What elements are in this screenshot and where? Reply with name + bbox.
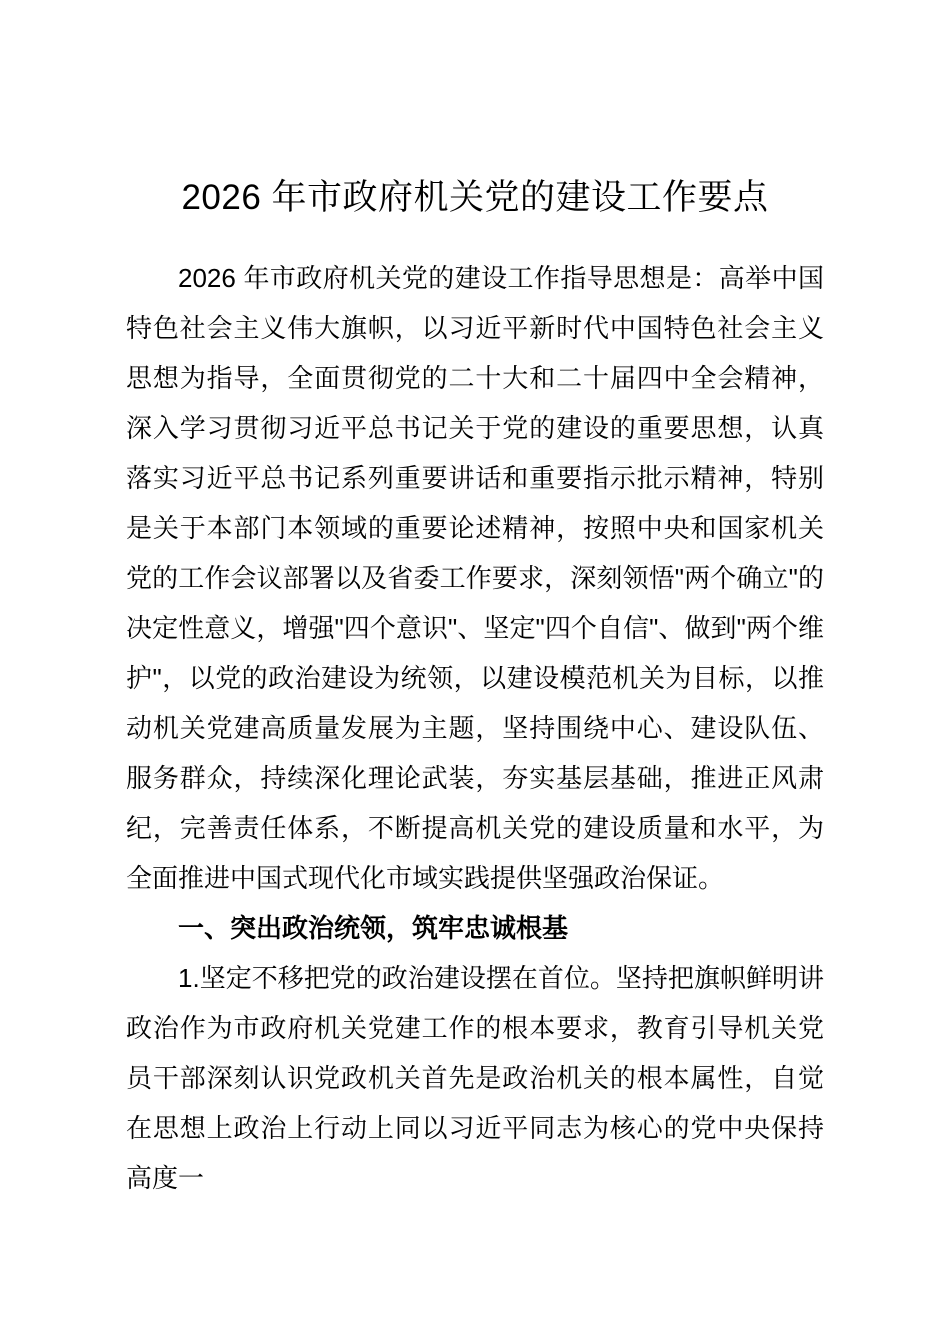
paragraph-guiding-ideology: 2026 年市政府机关党的建设工作指导思想是：高举中国特色社会主义伟大旗帜，以习近平新时代中国特色社会主义思想为指导，全面贯彻党的二十大和二十届四中全会精神，深入学习贯彻习近平总书记关于党的建设的重要思想，认真落实习近平总书记系列重要讲话和重要指示批示精神，特别是关于本部门本领域的重要论述精神，按照中央和国家机关党的工作会议部署以及省委工作要求，深刻领悟"两个确立"的决定性意义，增强"四个意识"、坚定"四个自信"、做到"两个维护"，以党的政治建设为统领，以建设模范机关为目标，以推动机关党建高质量发展为主题，坚持围绕中心、建设队伍、服务群众，持续深化理论武装，夯实基层基础，推进正风肃纪，完善责任体系，不断提高机关党的建设质量和水平，为全面推进中国式现代化市域实践提供坚强政治保证。: [126, 263, 824, 893]
section-heading-1: 一、突出政治统领，筑牢忠诚根基: [178, 913, 569, 943]
document-title: 2026 年市政府机关党的建设工作要点: [181, 178, 769, 217]
paragraph-point-1: 1.坚定不移把党的政治建设摆在首位。坚持把旗帜鲜明讲政治作为市政府机关党建工作的根本要求，教育引导机关党员干部深刻认识党政机关首先是政治机关的根本属性，自觉在思想上政治上行动上同以习近平同志为核心的党中央保持高度一: [126, 963, 824, 1193]
